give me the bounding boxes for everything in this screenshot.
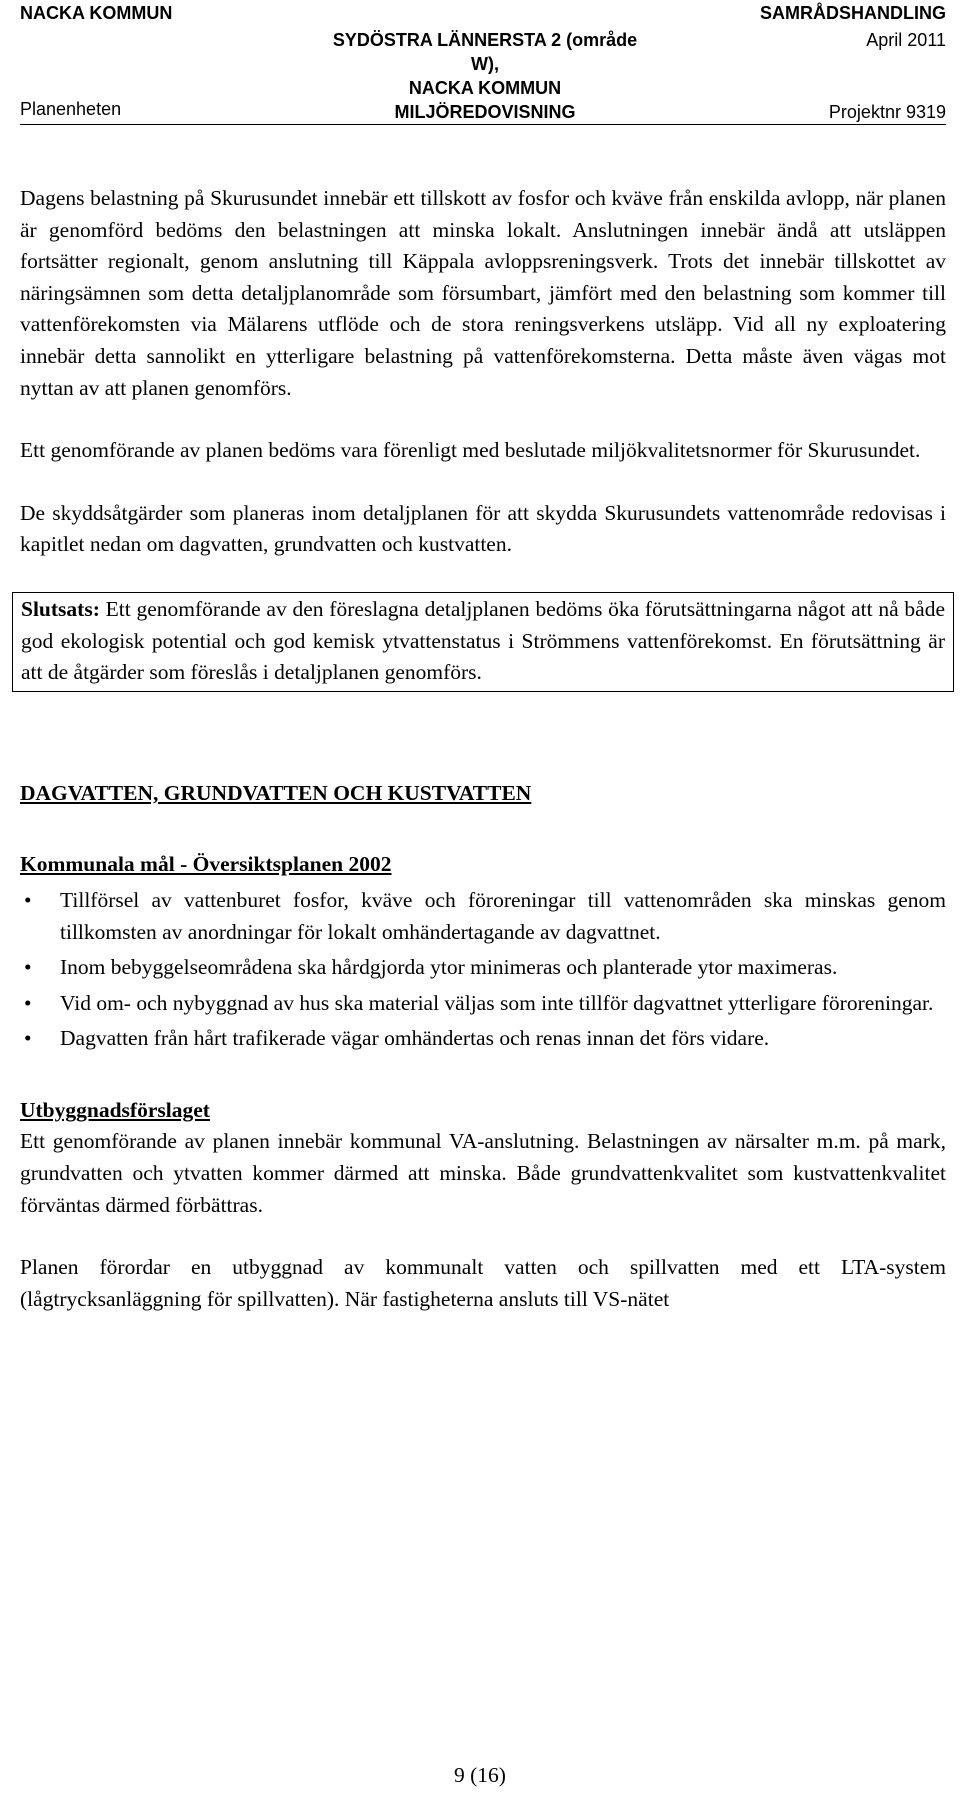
bullet-icon: • bbox=[24, 887, 32, 912]
list-item-text: Inom bebyggelseområdena ska hårdgjorda ytor minimeras och planterade ytor maximeras. bbox=[60, 955, 838, 980]
conclusion-text: Ett genomförande av den föreslagna detaljplanen bedöms öka förutsättningarna något att nå både god ekologisk potential och god kemisk ytvattenstatus i Strömmens vattenförekomst. En förutsättning är att de åtgärder som föreslås i detaljplanen genomförs. bbox=[21, 596, 945, 685]
header-title-line-1: SYDÖSTRA LÄNNERSTA 2 (område bbox=[332, 30, 638, 50]
header-date: April 2011 bbox=[866, 30, 946, 50]
header-org: NACKA KOMMUN bbox=[20, 3, 173, 23]
paragraph-norms: Ett genomförande av planen bedöms vara förenligt med beslutade miljökvalitetsnormer för Skurusundet. bbox=[20, 438, 921, 463]
paragraph-proposal-2: Planen förordar en utbyggnad av kommunalt vatten och spillvatten med ett LTA-system (lågtrycksanläggning för spillvatten). När fastigheterna ansluts till VS-nätet bbox=[20, 1255, 946, 1311]
list-item bbox=[20, 1023, 946, 1055]
bullet-icon: • bbox=[24, 990, 32, 1015]
header-title-line-2: W), bbox=[471, 54, 499, 74]
page-number: 9 (16) bbox=[454, 1763, 506, 1787]
goals-list bbox=[20, 885, 946, 1055]
header-title-line-4: MILJÖREDOVISNING bbox=[394, 102, 576, 122]
paragraph-measures: De skyddsåtgärder som planeras inom detaljplanen för att skydda Skurusundets vattenområde redovisas i kapitlet nedan om dagvatten, grundvatten och kustvatten. bbox=[20, 500, 946, 557]
header-project-number: Projektnr 9319 bbox=[828, 102, 946, 122]
paragraph-load: Dagens belastning på Skurusundet innebär ett tillskott av fosfor och kväve från enskilda avlopp, när planen är genomförd bedöms den belastningen att minska lokalt. Anslutningen innebär ändå att utsläppen fortsätter regionalt, genom anslutning till Käppala avloppsreningsverk. Trots det innebär tillskottet av näringsämnen som detta detaljplanområde som försumbart, jämfört med den belastning som kommer till vattenförekomsten via Mälarens utflöde och de stora reningsverkens utsläpp. Vid all ny exploatering innebär detta sannolikt en ytterligare belastning på vattenförekomsterna. Detta måste även vägas mot nyttan av att planen genomförs. bbox=[20, 186, 946, 400]
list-item bbox=[20, 952, 946, 984]
bullet-icon: • bbox=[24, 955, 32, 980]
document-body bbox=[20, 183, 946, 1315]
proposal-heading: Utbyggnadsförslaget bbox=[20, 1097, 210, 1122]
paragraph-proposal-1: Ett genomförande av planen innebär kommunal VA-anslutning. Belastningen av närsalter m.m. på mark, grundvatten och ytvatten kommer därmed att minska. Både grundvattenkvalitet som kustvattenkvalitet förväntas därmed förbättras. bbox=[20, 1129, 946, 1217]
bullet-icon: • bbox=[24, 1026, 32, 1051]
goals-heading: Kommunala mål - Översiktsplanen 2002 bbox=[20, 852, 392, 877]
list-item-text: Vid om- och nybyggnad av hus ska material väljas som inte tillför dagvattnet ytterligare föroreningar. bbox=[60, 990, 934, 1015]
header-rule bbox=[20, 124, 946, 125]
list-item bbox=[20, 885, 946, 948]
conclusion-box bbox=[12, 592, 954, 692]
header-department: Planenheten bbox=[20, 99, 122, 119]
section-heading: DAGVATTEN, GRUNDVATTEN OCH KUSTVATTEN bbox=[20, 780, 532, 805]
header-left bbox=[20, 0, 280, 119]
header-right bbox=[706, 0, 946, 122]
header-title-line-3: NACKA KOMMUN bbox=[408, 78, 562, 98]
conclusion-label: Slutsats: bbox=[21, 596, 100, 621]
list-item-text: Dagvatten från hårt trafikerade vägar omhändertas och renas innan det förs vidare. bbox=[60, 1026, 770, 1051]
list-item bbox=[20, 988, 946, 1020]
header-status: SAMRÅDSHANDLING bbox=[760, 3, 946, 23]
page-header bbox=[20, 0, 946, 125]
list-item-text: Tillförsel av vattenburet fosfor, kväve och föroreningar till vattenområden ska minskas genom tillkomsten av anordningar för lokalt omhändertagande av dagvattnet. bbox=[60, 887, 946, 944]
